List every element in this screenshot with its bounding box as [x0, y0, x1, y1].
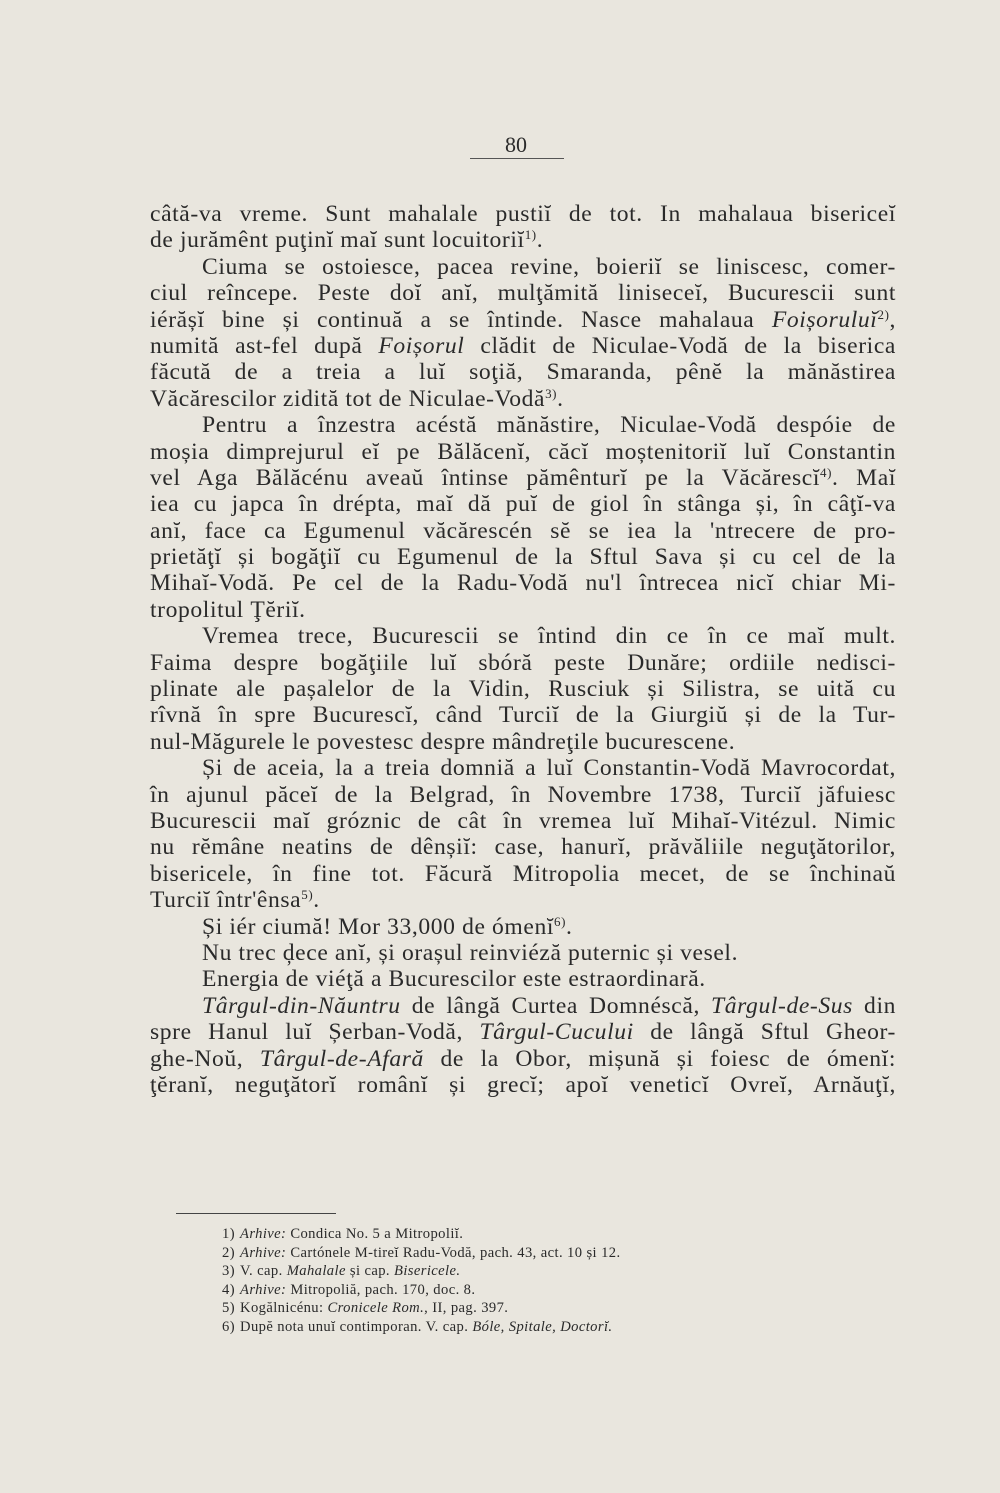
text-line: [150, 702, 896, 728]
italic-text: Târgul-Cucului: [479, 1019, 634, 1046]
text-run: clădit de Niculae-Vodă de la biserica: [464, 332, 896, 359]
italic-text: Târgul-de-Sus: [711, 992, 853, 1019]
text-run: Și iér ciumă! Mor 33,000 de ómenĭ: [202, 913, 555, 940]
footnote-number: 1): [222, 1226, 235, 1242]
footnote-number: 2): [222, 1244, 235, 1261]
text-line: [150, 782, 896, 808]
text-run: ciul reîncepe. Peste doĭ anĭ, mulţămită liniseceĭ, Bucurescii sunt: [150, 280, 896, 307]
text-line: [150, 227, 896, 253]
footnote-number: 5): [222, 1300, 235, 1316]
text-line: [150, 650, 896, 676]
text-line: [150, 491, 896, 517]
text-run: Turciĭ într'ênsa: [150, 887, 302, 914]
text-run: .: [557, 385, 564, 412]
text-run: din: [852, 992, 896, 1019]
footnote-ref: 3): [545, 385, 558, 401]
text-run: Ciuma se ostoiesce, pacea revine, boieriĭ se liniscesc, comer-: [202, 253, 896, 280]
text-run: iérășĭ bine și continuă a se întinde. Nasce mahalaua: [150, 306, 772, 333]
text-run: Pentru a înzestra acéstă mănăstire, Niculae-Vodă despóie de: [202, 412, 896, 439]
text-run: numită ast-fel după: [150, 332, 379, 359]
page-number-rule: [470, 158, 564, 159]
text-run: Kogălnicénu:: [240, 1300, 328, 1316]
text-line: [150, 597, 896, 623]
text-run: Și de aceia, la a treia domniă a luĭ Constantin-Vodă Mavrocordat,: [202, 755, 896, 782]
text-line: [150, 887, 896, 913]
text-line: [150, 755, 896, 781]
text-run: ţĕranĭ, neguţătorĭ românĭ și grecĭ; apoĭ veneticĭ Ovreĭ, Arnăuţĭ,: [150, 1071, 896, 1098]
text-run: moșia dimprejurul eĭ pe Bălăcenĭ, căcĭ moștenitoriĭ luĭ Constantin: [150, 438, 896, 465]
text-run: Nu trec ḑece anĭ, și orașul reinviéză puternic și vesel.: [202, 939, 739, 966]
text-run: câtă-va vreme. Sunt mahalale pustiĭ de tot. In mahalaua bisericeĭ: [150, 201, 896, 227]
text-run: și cap.: [345, 1263, 395, 1279]
text-line: [150, 914, 896, 940]
text-line: [150, 623, 896, 649]
text-line: [150, 333, 896, 359]
text-run: .: [536, 227, 544, 254]
italic-text: Bisericele.: [394, 1263, 461, 1279]
text-run: Condica No. 5 a Mitropoliĭ.: [286, 1226, 464, 1242]
text-run: de lângă Sftul Gheor-: [633, 1019, 896, 1046]
footnote-number: 6): [222, 1318, 235, 1335]
text-run: tropolitul Ţĕriĭ.: [150, 596, 306, 623]
text-line: [150, 1072, 896, 1098]
text-run: ghe-Noŭ,: [150, 1045, 260, 1072]
text-line: [150, 386, 896, 412]
text-run: plinate ale pașalelor de la Vidin, Rusciuk și Silistra, se uită cu: [150, 676, 896, 703]
italic-text: Foișoruluĭ: [771, 306, 878, 333]
text-run: de jurămênt puţinĭ maĭ sunt locuitoriĭ: [150, 227, 525, 254]
text-run: Faima despre bogăţiile luĭ sbóră peste Dunăre; ordiile nedisci-: [150, 649, 896, 676]
text-line: [150, 993, 896, 1019]
text-run: spre Hanul luĭ Șerban-Vodă,: [150, 1019, 480, 1046]
text-run: bisericele, în fine tot. Făcură Mitropolia mecet, de se închinaŭ: [150, 860, 896, 887]
text-run: în ajunul păceĭ de la Belgrad, în Novembre 1738, Turciĭ jăfuiesc: [150, 781, 896, 808]
text-line: [150, 834, 896, 860]
text-run: anĭ, face ca Egumenul văcărescén sĕ se iea la 'ntrecere de pro-: [150, 517, 896, 544]
text-run: , II, pag. 397.: [424, 1300, 509, 1316]
text-line: [150, 280, 896, 306]
footnote: [222, 1299, 782, 1318]
text-run: . Maĭ: [832, 464, 896, 491]
footnote-ref: 1): [524, 227, 537, 243]
text-run: nu rĕmâne neatins de dênșiĭ: case, hanurĭ, prăvăliile neguţătorilor,: [150, 834, 896, 861]
footnote: [222, 1244, 782, 1263]
text-run: .: [313, 887, 320, 914]
footnote-ref: 6): [554, 913, 567, 929]
text-line: [150, 359, 896, 385]
footnote-divider: [176, 1213, 336, 1214]
text-run: rîvnă în spre Bucurescĭ, când Turciĭ de la Giurgiŭ și de la Tur-: [150, 702, 896, 729]
text-run: Cartónele M-tireĭ Radu-Vodă, pach. 43, act. 10 și 12.: [286, 1244, 621, 1261]
text-run: prietăţĭ și bogăţiĭ cu Egumenul de la Sftul Sava și cu cel de la: [150, 544, 896, 571]
footnote-number: 4): [222, 1281, 235, 1298]
text-line: [150, 201, 896, 227]
italic-text: Foișorul: [378, 332, 465, 359]
text-run: de lângă Curtea Domnéscă,: [400, 992, 712, 1019]
text-run: făcută de a treia a luĭ soţiă, Smaranda, pênĕ la mănăstirea: [150, 359, 896, 386]
text-run: V. cap.: [240, 1263, 287, 1279]
text-line: [150, 570, 896, 596]
text-run: Mihaĭ-Vodă. Pe cel de la Radu-Vodă nu'l întrecea nicĭ chiar Mi-: [150, 570, 896, 597]
text-line: [150, 254, 896, 280]
text-run: Bucurescii maĭ gróznic de cât în vremea luĭ Mihaĭ-Vitézul. Nimic: [150, 807, 896, 834]
body-text: [150, 201, 896, 1098]
italic-text: Târgul-de-Afară: [259, 1045, 424, 1072]
footnote: [222, 1318, 782, 1337]
text-line: [150, 439, 896, 465]
text-run: Energia de viéţă a Bucurescilor este estraordinară.: [202, 966, 706, 993]
italic-text: Arhive:: [240, 1281, 287, 1298]
text-run: ,: [889, 306, 896, 333]
text-line: [150, 861, 896, 887]
footnote: [222, 1262, 782, 1281]
text-line: [150, 808, 896, 834]
text-line: [150, 966, 896, 992]
text-run: Vremea trece, Bucurescii se întind din ce în ce maĭ mult.: [202, 623, 896, 650]
italic-text: Bóle, Spitale, Doctorĭ.: [472, 1318, 613, 1335]
text-run: Văcărescilor zidită tot de Niculae-Vodă: [150, 385, 546, 412]
text-line: [150, 1046, 896, 1072]
page-number: 80: [505, 132, 527, 157]
text-run: Dupĕ nota unuĭ contimporan. V. cap.: [240, 1318, 473, 1335]
text-line: [150, 1019, 896, 1045]
italic-text: Cronicele Rom.: [327, 1300, 425, 1316]
text-run: nul-Măgurele le povestesc despre mândreţile bucurescene.: [150, 728, 736, 755]
text-run: iea cu japca în drépta, maĭ dă puĭ de giol în stânga și, în câţĭ-va: [150, 491, 896, 518]
text-run: de la Obor, mișună și foiesc de ómenĭ:: [423, 1045, 896, 1072]
text-line: [150, 307, 896, 333]
footnote-ref: 2): [877, 306, 890, 322]
footnote: [222, 1281, 782, 1300]
text-line: [150, 544, 896, 570]
text-run: vel Aga Bălăcénu aveaŭ întinse pămênturĭ pe la Văcărescĭ: [150, 464, 820, 491]
italic-text: Târgul-din-Năuntru: [202, 992, 401, 1019]
text-line: [150, 676, 896, 702]
footnote-ref: 5): [301, 887, 314, 903]
text-run: Mitropoliă, pach. 170, doc. 8.: [286, 1281, 476, 1298]
text-line: [150, 729, 896, 755]
italic-text: Mahalale: [286, 1263, 346, 1279]
italic-text: Arhive:: [240, 1226, 287, 1242]
text-line: [150, 518, 896, 544]
text-line: [150, 412, 896, 438]
text-line: [150, 940, 896, 966]
footnote-ref: 4): [820, 464, 833, 480]
text-line: [150, 465, 896, 491]
italic-text: Arhive:: [240, 1244, 287, 1261]
footnotes: [222, 1225, 782, 1336]
text-run: .: [566, 913, 573, 940]
footnote-number: 3): [222, 1263, 235, 1279]
footnote: [222, 1225, 782, 1244]
